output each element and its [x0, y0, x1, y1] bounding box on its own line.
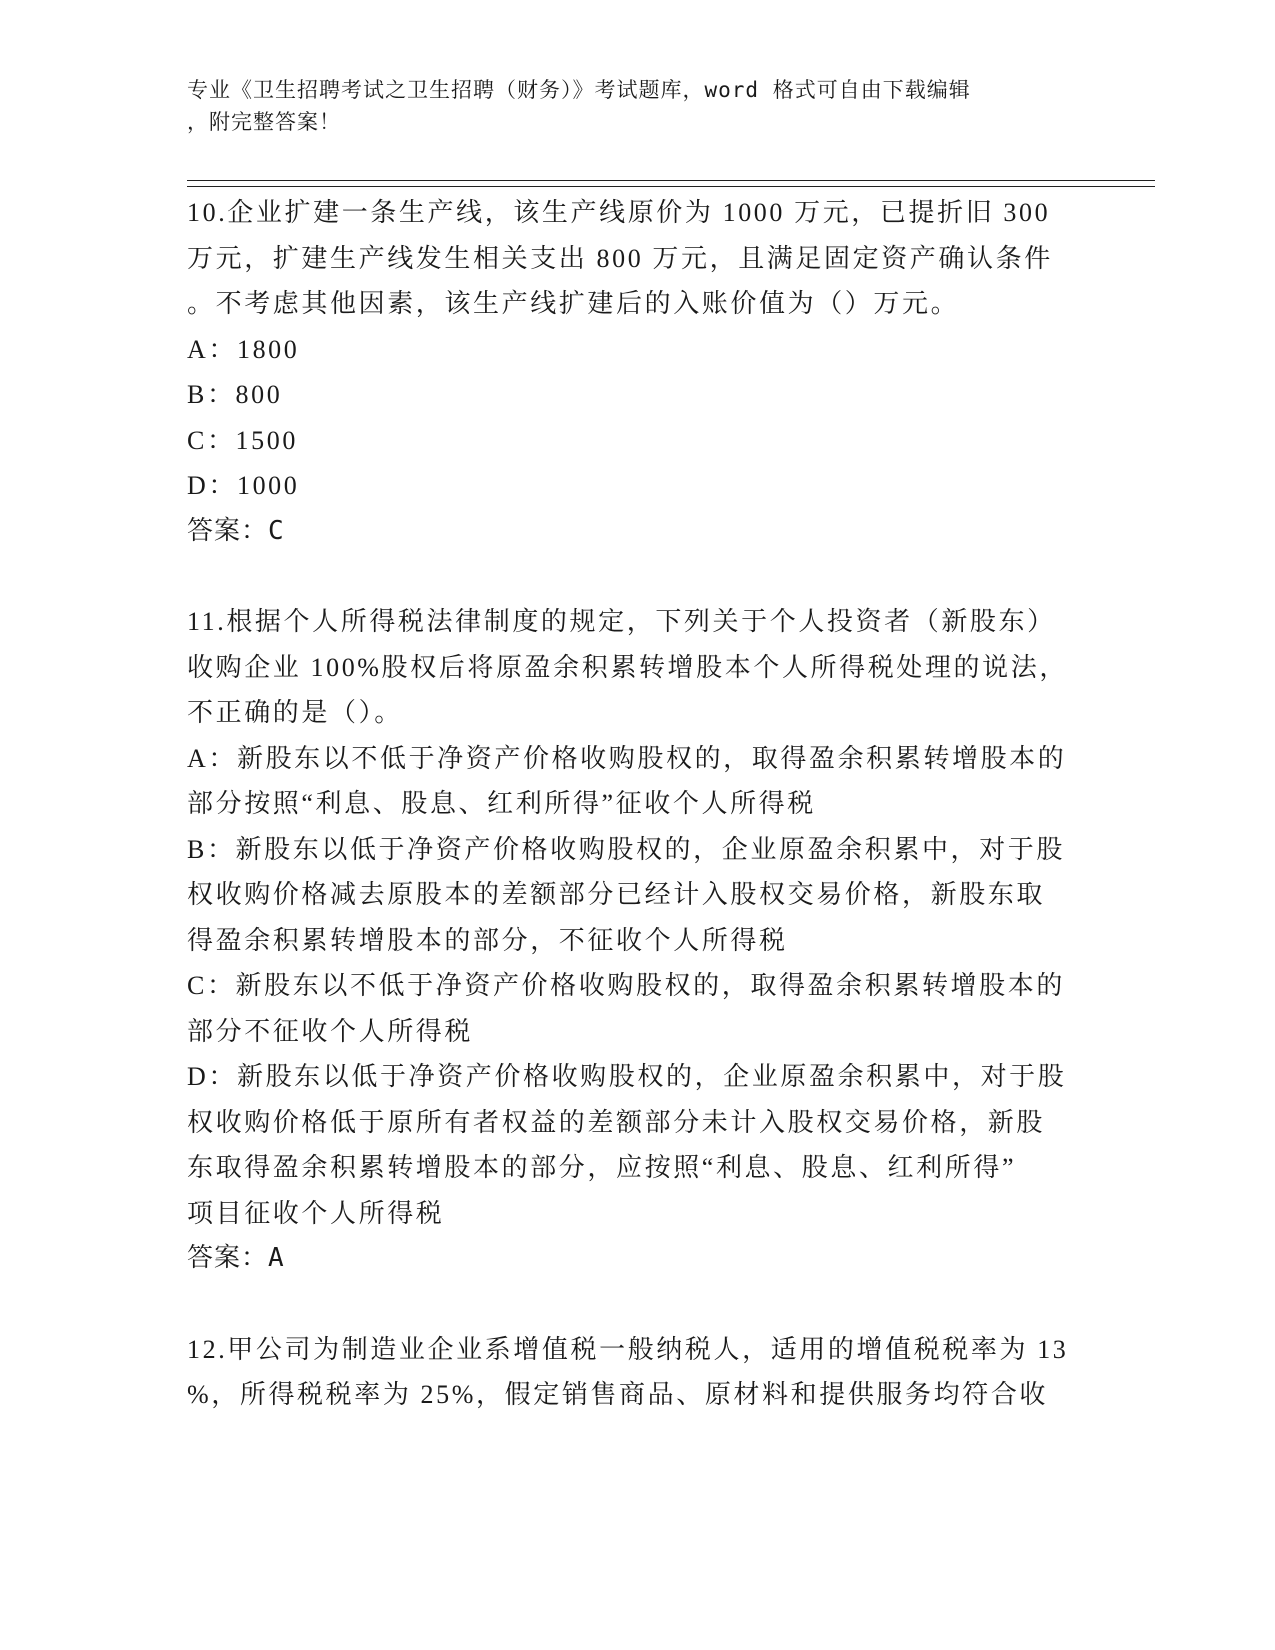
option-line: 部分不征收个人所得税 — [187, 1016, 474, 1046]
question-text-line: 12.甲公司为制造业企业系增值税一般纳税人，适用的增值税税率为 13 — [187, 1334, 1069, 1364]
question-text-line: %，所得税税率为 25%，假定销售商品、原材料和提供服务均符合收 — [187, 1380, 1049, 1409]
question-text-line: 万元，扩建生产线发生相关支出 800 万元，且满足固定资产确认条件 — [187, 243, 1053, 273]
option-c: C：1500 — [187, 425, 298, 455]
header-rule-top — [187, 180, 1155, 181]
question-content — [187, 190, 1087, 1418]
option-line: 权收购价格减去原股本的差额部分已经计入股权交易价格，新股东取 — [187, 880, 1046, 909]
option-line: 得盈余积累转增股本的部分，不征收个人所得税 — [187, 925, 788, 955]
header-line-2: ，附完整答案！ — [187, 110, 341, 134]
option-line: 权收购价格低于原所有者权益的差额部分未计入股权交易价格，新股 — [187, 1107, 1046, 1137]
question-11 — [187, 599, 1087, 1282]
answer-label: 答案：A — [187, 1243, 285, 1273]
header-line-1: 专业《卫生招聘考试之卫生招聘（财务）》考试题库，word 格式可自由下载编辑 — [187, 78, 971, 102]
question-text-line: 。不考虑其他因素，该生产线扩建后的入账价值为（）万元。 — [187, 289, 960, 318]
option-line: 项目征收个人所得税 — [187, 1198, 445, 1228]
option-line: C：新股东以不低于净资产价格收购股权的，取得盈余积累转增股本的 — [187, 971, 1065, 1000]
document-header — [187, 74, 1087, 138]
question-text-line: 不正确的是（）。 — [187, 698, 403, 727]
option-line: D：新股东以低于净资产价格收购股权的，企业原盈余积累中，对于股 — [187, 1062, 1067, 1091]
option-line: B：新股东以低于净资产价格收购股权的，企业原盈余积累中，对于股 — [187, 834, 1065, 864]
question-12 — [187, 1327, 1087, 1418]
option-d: D：1000 — [187, 471, 300, 500]
header-rule-bottom — [187, 186, 1155, 187]
option-b: B：800 — [187, 380, 283, 409]
question-spacer — [187, 1282, 1087, 1327]
question-10 — [187, 190, 1087, 554]
option-line: 部分按照“利息、股息、红利所得”征收个人所得税 — [187, 789, 816, 818]
option-line: 东取得盈余积累转增股本的部分，应按照“利息、股息、红利所得” — [187, 1153, 1017, 1182]
option-a: A：1800 — [187, 334, 300, 364]
question-text-line: 10.企业扩建一条生产线，该生产线原价为 1000 万元，已提折旧 300 — [187, 198, 1051, 227]
answer-label: 答案：C — [187, 515, 285, 546]
option-line: A：新股东以不低于净资产价格收购股权的，取得盈余积累转增股本的 — [187, 743, 1067, 773]
question-text-line: 收购企业 100%股权后将原盈余积累转增股本个人所得税处理的说法， — [187, 652, 1068, 682]
question-text-line: 11.根据个人所得税法律制度的规定，下列关于个人投资者（新股东） — [187, 607, 1056, 636]
question-spacer — [187, 554, 1087, 599]
